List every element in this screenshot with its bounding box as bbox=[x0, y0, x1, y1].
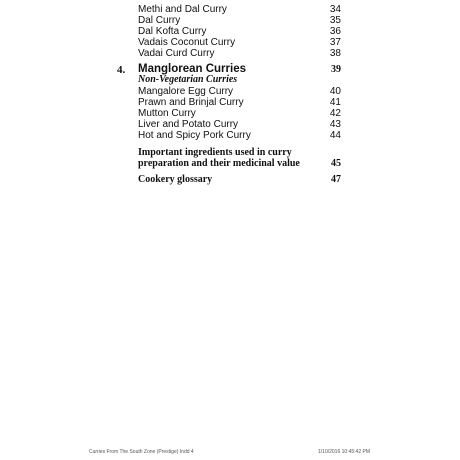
toc-entry-page: 43 bbox=[329, 119, 341, 130]
toc-entry-label: preparation and their medicinal value bbox=[138, 158, 300, 169]
section-subheading: Non-Vegetarian Curries bbox=[138, 74, 238, 85]
toc-entry-page: 47 bbox=[331, 174, 341, 185]
toc-entry-page: 40 bbox=[329, 86, 341, 97]
print-footer-left: Curries From The South Zone (Prestige) Indd 4 bbox=[89, 449, 194, 455]
toc-entry bbox=[138, 97, 341, 108]
toc-entry-label: Important ingredients used in curry bbox=[138, 147, 292, 158]
toc-entry-glossary bbox=[138, 174, 341, 185]
toc-entry-page: 44 bbox=[329, 130, 341, 141]
toc-entry-line bbox=[138, 174, 341, 185]
toc-entry bbox=[138, 108, 341, 119]
chapter-title: Manglorean Curries bbox=[138, 63, 246, 75]
toc-entry-page: 38 bbox=[329, 48, 341, 59]
chapter-page: 39 bbox=[331, 64, 341, 75]
toc-entry-label: Dal Curry bbox=[138, 15, 181, 26]
toc-entry-page: 41 bbox=[329, 97, 341, 108]
toc-entry-label: Dal Kofta Curry bbox=[138, 26, 207, 37]
toc-entry-important-ingredients bbox=[138, 147, 341, 169]
toc-entry-label: Liver and Potato Curry bbox=[138, 119, 239, 130]
toc-entry-label: Vadais Coconut Curry bbox=[138, 37, 236, 48]
toc-entry-page: 35 bbox=[329, 15, 341, 26]
toc-entry-label: Prawn and Brinjal Curry bbox=[138, 97, 244, 108]
toc-entry-label: Vadai Curd Curry bbox=[138, 48, 215, 59]
toc-entry bbox=[138, 26, 341, 37]
toc-entry bbox=[138, 4, 341, 15]
toc-entry-page: 36 bbox=[329, 26, 341, 37]
toc-entry-label: Mutton Curry bbox=[138, 108, 196, 119]
chapter-number: 4. bbox=[117, 64, 126, 76]
toc-entry bbox=[138, 86, 341, 97]
toc-entry-page: 45 bbox=[331, 158, 341, 169]
toc-entry-label: Hot and Spicy Pork Curry bbox=[138, 130, 251, 141]
toc-entry bbox=[138, 15, 341, 26]
toc-entry bbox=[138, 119, 341, 130]
toc-entry-label: Mangalore Egg Curry bbox=[138, 86, 234, 97]
toc-entry-label: Methi and Dal Curry bbox=[138, 4, 227, 15]
toc-entry bbox=[138, 37, 341, 48]
toc-entry-page: 37 bbox=[329, 37, 341, 48]
toc-entry-line bbox=[138, 147, 341, 158]
print-footer-right: 1/10/2016 10:45:42 PM bbox=[318, 449, 370, 455]
toc-entry-page: 34 bbox=[329, 4, 341, 15]
toc-entry-page: 42 bbox=[329, 108, 341, 119]
toc-entry-line bbox=[138, 158, 341, 169]
toc-entry-label: Cookery glossary bbox=[138, 174, 213, 185]
toc-entry bbox=[138, 130, 341, 141]
toc-entry bbox=[138, 48, 341, 59]
